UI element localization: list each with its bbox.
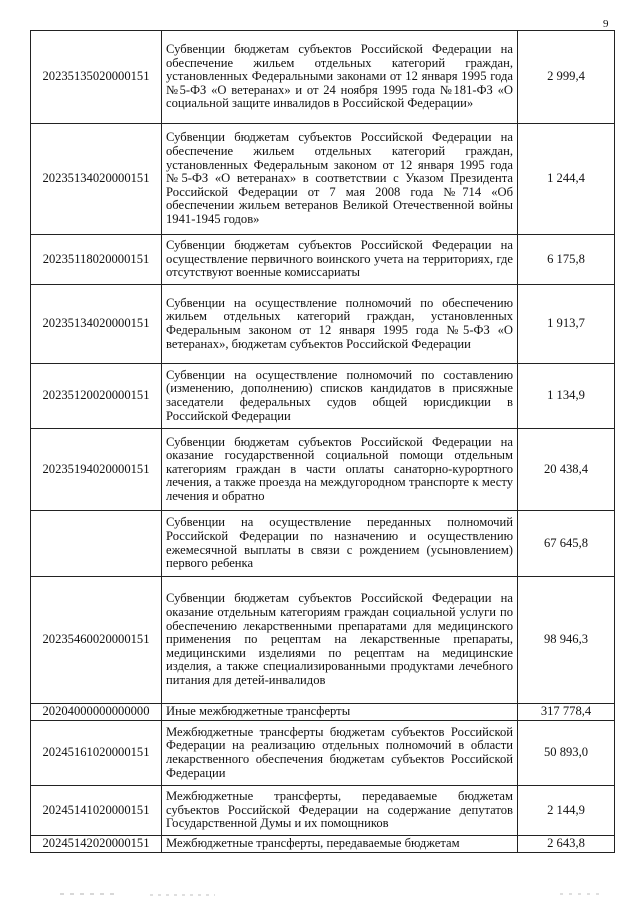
budget-description: Межбюджетные трансферты, передаваемые бюджетам [162, 836, 518, 853]
budget-amount: 50 893,0 [518, 721, 615, 786]
budget-amount: 317 778,4 [518, 704, 615, 721]
budget-amount: 20 438,4 [518, 429, 615, 511]
budget-code: 20245161020000151 [31, 721, 162, 786]
budget-amount: 2 643,8 [518, 836, 615, 853]
table-row [31, 511, 615, 577]
budget-code: 20235135020000151 [31, 31, 162, 124]
budget-code: 20235120020000151 [31, 364, 162, 429]
budget-description: Субвенции на осуществление полномочий по обеспечению жильем отдельных категорий граждан, установленных Федеральным законом от 12 января 1995 года №5-ФЗ «О ветеранах», бюджетам субъектов Российской Федерации [162, 285, 518, 364]
budget-amount: 67 645,8 [518, 511, 615, 577]
budget-description: Субвенции бюджетам субъектов Российской Федерации на обеспечение жильем отдельных категорий граждан, установленных Федеральным законом от 12 января 1995 года №5-ФЗ «О ветеранах» в соответствии с Указом Президента Российской Федерации от 7 мая 2008 года №714 «Об обеспечении жильем ветеранов Великой Отечественной войны 1941-1945 годов» [162, 124, 518, 235]
budget-code [31, 511, 162, 577]
budget-description: Субвенции бюджетам субъектов Российской Федерации на оказание отдельным категориям граждан социальной услуги по обеспечению лекарственными препаратами для медицинского применения по рецептам на лекарственные препараты, медицинскими изделиями по рецептам на медицинские изделия, а также специализированными продуктами лечебного питания для детей-инвалидов [162, 577, 518, 704]
budget-description: Межбюджетные трансферты, передаваемые бюджетам субъектов Российской Федерации на содержание депутатов Государственной Думы и их помощников [162, 786, 518, 836]
budget-code: 20235134020000151 [31, 124, 162, 235]
budget-description: Межбюджетные трансферты бюджетам субъектов Российской Федерации на реализацию отдельных полномочий в области лекарственного обеспечения бюджетам субъектов Российской Федерации [162, 721, 518, 786]
budget-description: Субвенции на осуществление полномочий по составлению (изменению, дополнению) списков кандидатов в присяжные заседатели федеральных судов общей юрисдикции в Российской Федерации [162, 364, 518, 429]
budget-description: Субвенции на осуществление переданных полномочий Российской Федерации по назначению и осуществлению ежемесячной выплаты в связи с рождением (усыновлением) первого ребенка [162, 511, 518, 577]
budget-amount: 1 244,4 [518, 124, 615, 235]
budget-description: Субвенции бюджетам субъектов Российской Федерации на осуществление первичного воинского учета на территориях, где отсутствуют военные комиссариаты [162, 235, 518, 285]
table-row [31, 786, 615, 836]
budget-amount: 2 999,4 [518, 31, 615, 124]
table-row [31, 704, 615, 721]
budget-code: 20245142020000151 [31, 836, 162, 853]
table-row [31, 836, 615, 853]
budget-amount: 1 913,7 [518, 285, 615, 364]
budget-table [30, 30, 615, 853]
budget-code: 20204000000000000 [31, 704, 162, 721]
budget-code: 20235460020000151 [31, 577, 162, 704]
budget-code: 20245141020000151 [31, 786, 162, 836]
scan-noise-decoration [0, 889, 640, 899]
table-row [31, 364, 615, 429]
budget-description: Субвенции бюджетам субъектов Российской Федерации на обеспечение жильем отдельных категорий граждан, установленных Федеральными законами от 12 января 1995 года №5-ФЗ «О ветеранах» и от 24 ноября 1995 года №181-ФЗ «О социальной защите инвалидов в Российской Федерации» [162, 31, 518, 124]
budget-code: 20235118020000151 [31, 235, 162, 285]
table-row [31, 721, 615, 786]
budget-amount: 1 134,9 [518, 364, 615, 429]
budget-amount: 6 175,8 [518, 235, 615, 285]
page-number: 9 [603, 18, 609, 30]
table-row [31, 124, 615, 235]
table-row [31, 577, 615, 704]
table-row [31, 429, 615, 511]
budget-code: 20235194020000151 [31, 429, 162, 511]
table-row [31, 31, 615, 124]
budget-description: Иные межбюджетные трансферты [162, 704, 518, 721]
budget-amount: 2 144,9 [518, 786, 615, 836]
table-row [31, 285, 615, 364]
budget-code: 20235134020000151 [31, 285, 162, 364]
budget-amount: 98 946,3 [518, 577, 615, 704]
budget-description: Субвенции бюджетам субъектов Российской Федерации на оказание государственной социальной помощи отдельным категориям граждан в части оплаты санаторно-курортного лечения, а также проезда на междугородном транспорте к месту лечения и обратно [162, 429, 518, 511]
table-row [31, 235, 615, 285]
